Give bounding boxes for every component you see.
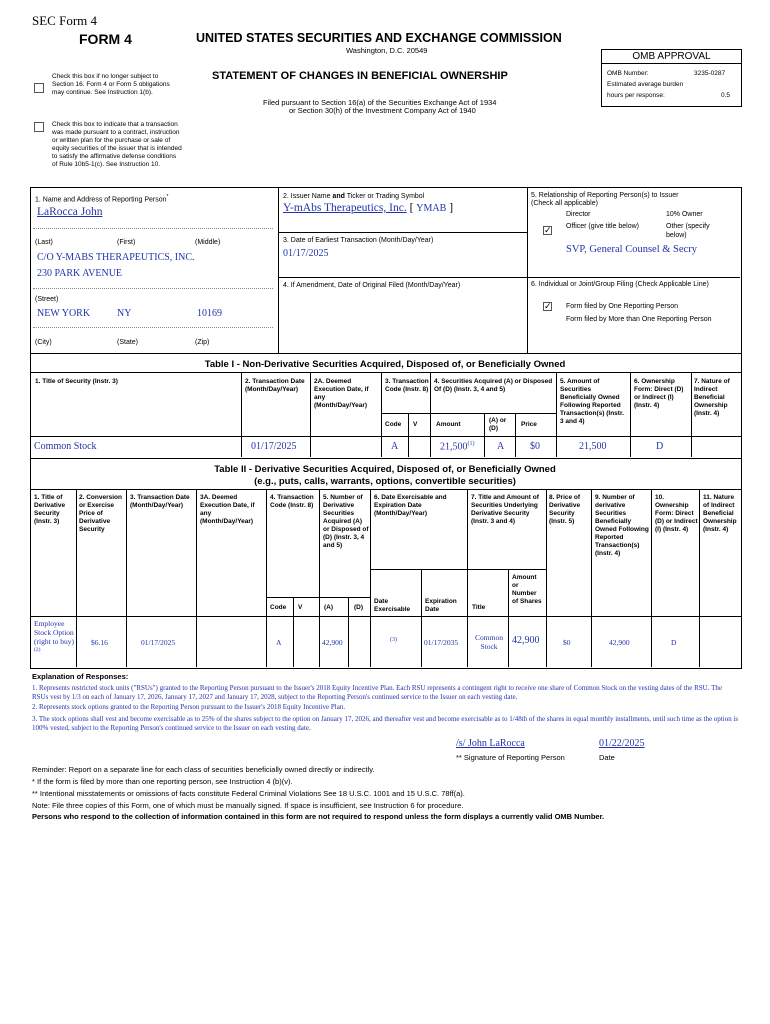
footnote-2: 2. Represents stock options granted to the Reporting Person pursuant to the Issuer's 2018 Equity Incentive Plan.	[32, 703, 346, 711]
t2-row-under-amt: 42,900	[512, 635, 540, 646]
director-label: Director	[566, 211, 591, 218]
officer-label: Officer (give title below)	[566, 223, 640, 230]
t2-h3a: 3A. Deemed Execution Date, if any (Month/Day/Year)	[200, 494, 255, 525]
table2-subtitle: (e.g., puts, calls, warrants, options, convertible securities)	[254, 476, 516, 487]
one-person-label: Form filed by One Reporting Person	[566, 303, 679, 310]
earliest-transaction-date: 01/17/2025	[283, 248, 329, 259]
t1-h7: 7. Nature of Indirect Beneficial Ownership (Instr. 4)	[694, 378, 730, 417]
footnote-3: 3. The stock options shall vest and become exercisable as to 25% of the shares subject to the option on January 17, 2026, and thereafter vest and become exercisable as to 1/48th of the shares in equal monthly installments, until such time as the option is 100% vested, subject to the Reporting Person's continued service to the Issuer on each vesting date.	[32, 715, 739, 732]
commission-title: UNITED STATES SECURITIES AND EXCHANGE COMMISSION	[196, 31, 562, 45]
box6-label: 6. Individual or Joint/Group Filing (Check Applicable Line)	[531, 281, 709, 288]
reminder-5: Persons who respond to the collection of information contained in this form are not required to respond unless the form displays a currently valid OMB Number.	[32, 812, 605, 821]
middle-label: (Middle)	[195, 239, 221, 246]
t2-row-title: Employee Stock Option (right to buy)$^{(2)}$	[34, 619, 74, 653]
t2-h9: 9. Number of derivative Securities Beneficially Owned Following Reported Transaction(s) (Instr. 4)	[595, 494, 649, 557]
zip-value: 10169	[197, 308, 222, 319]
t2-h2: 2. Conversion or Exercise Price of Derivative Security	[79, 494, 122, 533]
t1-row-amount: 21,500$^{(1)}$	[440, 441, 475, 453]
t1-h2: 2. Transaction Date (Month/Day/Year)	[245, 378, 305, 393]
date-label: Date	[599, 753, 615, 762]
t1-row-price: $0	[530, 441, 540, 452]
t2-v: V	[298, 604, 303, 611]
t2-date-ex: Date Exercisable	[374, 598, 411, 613]
location: Washington, D.C. 20549	[346, 46, 428, 55]
reminder-3: ** Intentional misstatements or omissions of facts constitute Federal Criminal Violations See 18 U.S.C. 1001 and 15 U.S.C. 78ff(a).	[32, 789, 465, 798]
t2-row-under-title: Common Stock	[475, 633, 503, 651]
t1-row-form: D	[656, 441, 664, 452]
t1-footnote-ref-1[interactable]: (1)	[467, 441, 475, 447]
address-line-2: 230 PARK AVENUE	[37, 268, 123, 279]
other-label: Other (specify below)	[666, 223, 710, 239]
omb-title: OMB APPROVAL	[602, 50, 741, 64]
t2-row-exp: 01/17/2035	[424, 638, 459, 647]
state-label: (State)	[117, 339, 139, 346]
state-value: NY	[117, 308, 132, 319]
box4-label: 4. If Amendment, Date of Original Filed (Month/Day/Year)	[283, 282, 461, 289]
reporting-person-name[interactable]: LaRocca John	[37, 206, 103, 218]
t1-code: Code	[385, 421, 402, 428]
omb-hours-value: 0.5	[721, 92, 731, 99]
t1-h5: 5. Amount of Securities Beneficially Owned Following Reported Transaction(s) (Instr. 3 and 4)	[560, 378, 624, 425]
t1-row-owned: 21,500	[579, 441, 607, 452]
t2-code: Code	[270, 604, 287, 611]
t2-h1: 1. Title of Derivative Security (Instr. 3)	[34, 494, 66, 525]
t1-price: Price	[521, 421, 537, 428]
explanation-title: Explanation of Responses:	[32, 672, 129, 681]
reminder-4: Note: File three copies of this Form, one of which must be manually signed. If space is insufficient, see Instruction 6 for procedure.	[32, 801, 464, 810]
city-value: NEW YORK	[37, 308, 91, 319]
t1-h1: 1. Title of Security (Instr. 3)	[35, 378, 118, 385]
rule10b5-text: Check this box to indicate that a transaction was made pursuant to a contract, instruction or written plan for the purchase or sale of equity securities of the issuer that is intended to satisfy the affirmative defense conditions of Rule 10b5-1(c). See Instruction 10.	[52, 121, 182, 168]
first-label: (First)	[117, 239, 136, 246]
ticker-symbol: YMAB	[416, 203, 447, 214]
t2-footnote-ref-2[interactable]: (2)	[34, 647, 41, 653]
omb-hours-label: hours per response:	[607, 92, 665, 99]
issuer-name-line: Y-mAbs Therapeutics, Inc. [ YMAB ]	[283, 202, 454, 214]
t2-title-col: Title	[472, 604, 486, 611]
officer-checkbox[interactable]	[543, 226, 552, 235]
table1-title: Table I - Non-Derivative Securities Acquired, Disposed of, or Beneficially Owned	[204, 359, 566, 370]
filed-pursuant-2: or Section 30(h) of the Investment Company Act of 1940	[289, 106, 476, 115]
statement-title: STATEMENT OF CHANGES IN BENEFICIAL OWNERSHIP	[212, 70, 508, 82]
t2-row-form: D	[671, 638, 677, 647]
address-line-1: C/O Y-MABS THERAPEUTICS, INC.	[37, 252, 195, 263]
box5-label: 5. Relationship of Reporting Person(s) to Issuer	[531, 192, 679, 199]
t2-amount-col: Amount or Number of Shares	[512, 574, 542, 605]
t2-row-a: 42,900	[322, 638, 343, 647]
top-label: SEC Form 4	[32, 13, 98, 28]
t2-h11: 11. Nature of Indirect Beneficial Ownership (Instr. 4)	[703, 494, 737, 533]
t1-row-ad: A	[497, 441, 505, 452]
t1-row-code: A	[391, 441, 399, 452]
more-persons-label: Form filed by More than One Reporting Person	[566, 316, 712, 323]
zip-label: (Zip)	[195, 339, 210, 346]
t2-row-deriv-price: $0	[563, 638, 571, 647]
t2-h4: 4. Transaction Code (Instr. 8)	[270, 494, 314, 509]
signature-name: /s/ John LaRocca	[456, 738, 525, 749]
section16-checkbox[interactable]	[34, 83, 44, 93]
t1-amount: Amount	[436, 421, 461, 428]
footnote-1: 1. Represents restricted stock units ("RSUs") granted to the Reporting Person pursuant to the Issuer's 2018 Equity Incentive Plan. Each RSU represents a contingent right to receive one share of Common Stock on the vesting dates of the RSU. The RSUs vest by 1/3 on each of January 17, 2026, January 17, 2027 and January 17, 2028, subject to the Reporting Person's continued service to the Issuer on each vesting date.	[32, 684, 722, 701]
issuer-name[interactable]: Y-mAbs Therapeutics, Inc.	[283, 202, 407, 214]
section16-text: Check this box if no longer subject to Section 16. Form 4 or Form 5 obligations may continue. See Instruction 1(b).	[52, 73, 170, 96]
box1-label: 1. Name and Address of Reporting Person*	[35, 194, 169, 204]
t1-h2a: 2A. Deemed Execution Date, if any (Month/Day/Year)	[314, 378, 369, 409]
signature-date: 01/22/2025	[599, 738, 645, 749]
one-person-checkbox[interactable]	[543, 302, 552, 311]
t2-h10: 10. Ownership Form: Direct (D) or Indirect (I) (Instr. 4)	[655, 494, 698, 533]
t2-row-price: $6.16	[91, 638, 108, 647]
t2-row-date-ex[interactable]: (3)	[390, 637, 397, 643]
city-label: (City)	[35, 339, 52, 346]
reminder-2: * If the form is filed by more than one reporting person, see Instruction 4 (b)(v).	[32, 777, 293, 786]
t2-exp: Expiration Date	[425, 598, 457, 613]
signature-label: ** Signature of Reporting Person	[456, 753, 565, 762]
box5-sub: (Check all applicable)	[531, 200, 598, 207]
t1-h3: 3. Transaction Code (Instr. 8)	[385, 378, 429, 393]
omb-number-label: OMB Number:	[607, 70, 649, 77]
t2-h7: 7. Title and Amount of Securities Underlying Derivative Security (Instr. 3 and 4)	[471, 494, 539, 525]
t2-h3: 3. Transaction Date (Month/Day/Year)	[130, 494, 190, 509]
t2-h8: 8. Price of Derivative Security (Instr. 5)	[549, 494, 581, 525]
street-label: (Street)	[35, 296, 59, 303]
officer-title: SVP, General Counsel & Secry	[566, 244, 697, 255]
t1-h4: 4. Securities Acquired (A) or Disposed Of (D) (Instr. 3, 4 and 5)	[434, 378, 553, 393]
box2-label: 2. Issuer Name and Ticker or Trading Symbol	[283, 193, 425, 200]
t2-h5: 5. Number of Derivative Securities Acquired (A) or Disposed of (D) (Instr. 3, 4 and 5)	[323, 494, 369, 549]
omb-approval-box	[601, 49, 742, 107]
t2-row-code: A	[276, 638, 282, 647]
form-title: FORM 4	[79, 31, 132, 47]
table2-title: Table II - Derivative Securities Acquired, Disposed of, or Beneficially Owned	[214, 464, 556, 475]
rule10b5-checkbox[interactable]	[34, 122, 44, 132]
t2-row-date: 01/17/2025	[141, 638, 176, 647]
reminder-1: Reminder: Report on a separate line for each class of securities beneficially owned directly or indirectly.	[32, 765, 375, 774]
t2-row-owned: 42,900	[609, 638, 630, 647]
t1-ad: (A) or (D)	[489, 417, 507, 432]
t1-v: V	[413, 421, 418, 428]
t2-a: (A)	[324, 604, 334, 611]
ten-pct-owner-label: 10% Owner	[666, 211, 703, 218]
filed-pursuant-1: Filed pursuant to Section 16(a) of the Securities Exchange Act of 1934	[263, 98, 497, 107]
t2-d: (D)	[354, 604, 364, 611]
omb-number-value: 3235-0287	[694, 70, 726, 77]
t2-h6: 6. Date Exercisable and Expiration Date (Month/Day/Year)	[374, 494, 447, 517]
last-label: (Last)	[35, 239, 53, 246]
omb-burden-label: Estimated average burden	[607, 81, 684, 88]
t1-h6: 6. Ownership Form: Direct (D) or Indirect (I) (Instr. 4)	[634, 378, 684, 409]
box3-label: 3. Date of Earliest Transaction (Month/Day/Year)	[283, 237, 434, 244]
t1-row-title: Common Stock	[34, 441, 97, 452]
t1-row-date: 01/17/2025	[251, 441, 297, 452]
